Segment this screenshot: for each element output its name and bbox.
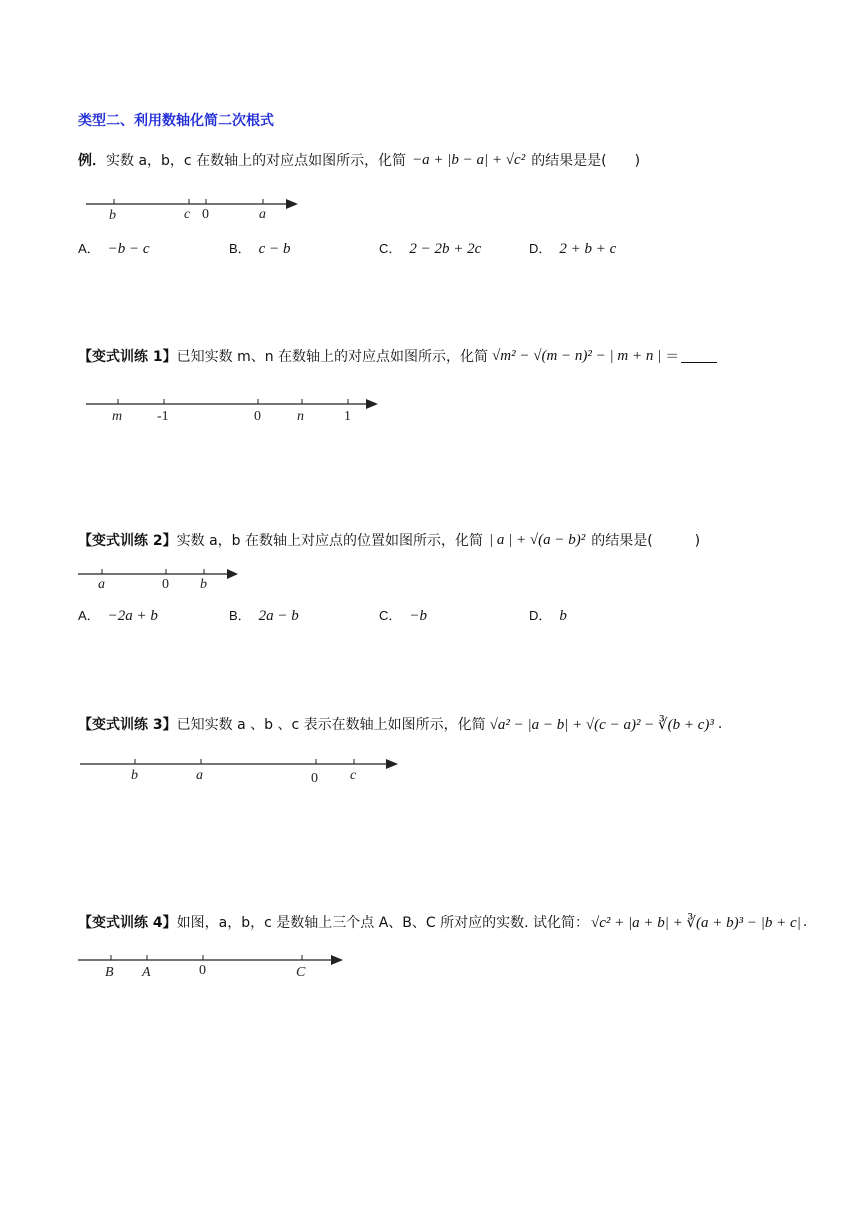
variant4-number-line <box>78 952 353 982</box>
axis-label-c: c <box>184 207 191 222</box>
axis-label-C: C <box>296 965 306 980</box>
variant4-expression: √c² + |a + b| + ∛(a + b)³ − |b + c| <box>591 914 801 931</box>
axis-label-a: a <box>196 768 203 783</box>
example-number-line <box>86 190 306 224</box>
example-option-d: D． 2 + b + c <box>529 241 617 257</box>
axis-label-zero: 0 <box>202 207 209 222</box>
variant3-text: 已知实数 a 、b 、c 表示在数轴上如图所示，化简 <box>176 717 486 733</box>
variant1-question <box>78 346 717 366</box>
example-option-c: C． 2 − 2b + 2c <box>379 241 482 257</box>
variant2-suffix: 的结果是( ) <box>591 533 701 549</box>
example-text: 实数 a，b，c 在数轴上的对应点如图所示，化简 <box>106 153 407 169</box>
variant2-tag: 【变式训练 2】 <box>78 533 177 549</box>
example-question <box>78 150 640 170</box>
axis-label-b: b <box>109 208 116 223</box>
variant4-tag: 【变式训练 4】 <box>78 915 177 931</box>
variant3-question <box>78 714 722 734</box>
variant1-text: 已知实数 m、n 在数轴上的对应点如图所示，化简 <box>176 349 489 365</box>
variant1-tag: 【变式训练 1】 <box>78 349 177 365</box>
variant4-question <box>78 912 807 932</box>
variant4-suffix: . <box>802 914 808 930</box>
variant4-text: 如图，a，b，c 是数轴上三个点 A、B、C 所对应的实数. 试化简： <box>176 915 589 931</box>
axis-label-B: B <box>105 965 114 980</box>
axis-label-one: 1 <box>344 409 351 424</box>
variant2-option-a: A． −2a + b <box>78 608 158 624</box>
section-heading: 类型二、利用数轴化简二次根式 <box>78 113 274 129</box>
axis-label-a: a <box>259 207 266 222</box>
variant3-number-line <box>80 756 410 790</box>
variant2-expression: | a | + √(a − b)² <box>489 531 586 548</box>
answer-blank <box>681 350 717 363</box>
axis-label-zero: 0 <box>199 963 206 978</box>
variant2-text: 实数 a，b 在数轴上对应点的位置如图所示，化简 <box>176 533 483 549</box>
example-option-a: A． −b − c <box>78 241 150 257</box>
example-prefix: 例． <box>78 153 106 169</box>
variant1-expression: √m² − √(m − n)² − | m + n | <box>492 347 662 364</box>
axis-label-b: b <box>131 768 138 783</box>
axis-label-A: A <box>142 965 151 980</box>
axis-label-a: a <box>98 577 105 592</box>
example-option-b: B． c − b <box>229 241 291 257</box>
variant1-suffix: ＝ <box>665 349 680 365</box>
axis-label-zero: 0 <box>311 771 318 786</box>
axis-label-n: n <box>297 409 304 424</box>
variant2-option-d: D． b <box>529 608 567 624</box>
example-expression: −a + |b − a| + √c² <box>412 151 526 168</box>
axis-label-m: m <box>112 409 123 424</box>
variant1-number-line <box>86 394 386 428</box>
axis-label-zero: 0 <box>254 409 261 424</box>
variant2-option-c: C． −b <box>379 608 428 624</box>
axis-label-zero: 0 <box>162 577 169 592</box>
axis-label-b: b <box>200 577 207 592</box>
example-suffix: 的结果是是( ) <box>531 153 641 169</box>
axis-label-c: c <box>350 768 357 783</box>
variant2-number-line <box>78 566 248 592</box>
variant3-expression: √a² − |a − b| + √(c − a)² − ∛(b + c)³ <box>489 716 714 733</box>
variant2-question <box>78 530 700 550</box>
variant2-option-b: B． 2a − b <box>229 608 299 624</box>
axis-label-neg-one: -1 <box>157 409 169 424</box>
variant3-suffix: . <box>717 716 723 732</box>
variant3-tag: 【变式训练 3】 <box>78 717 177 733</box>
